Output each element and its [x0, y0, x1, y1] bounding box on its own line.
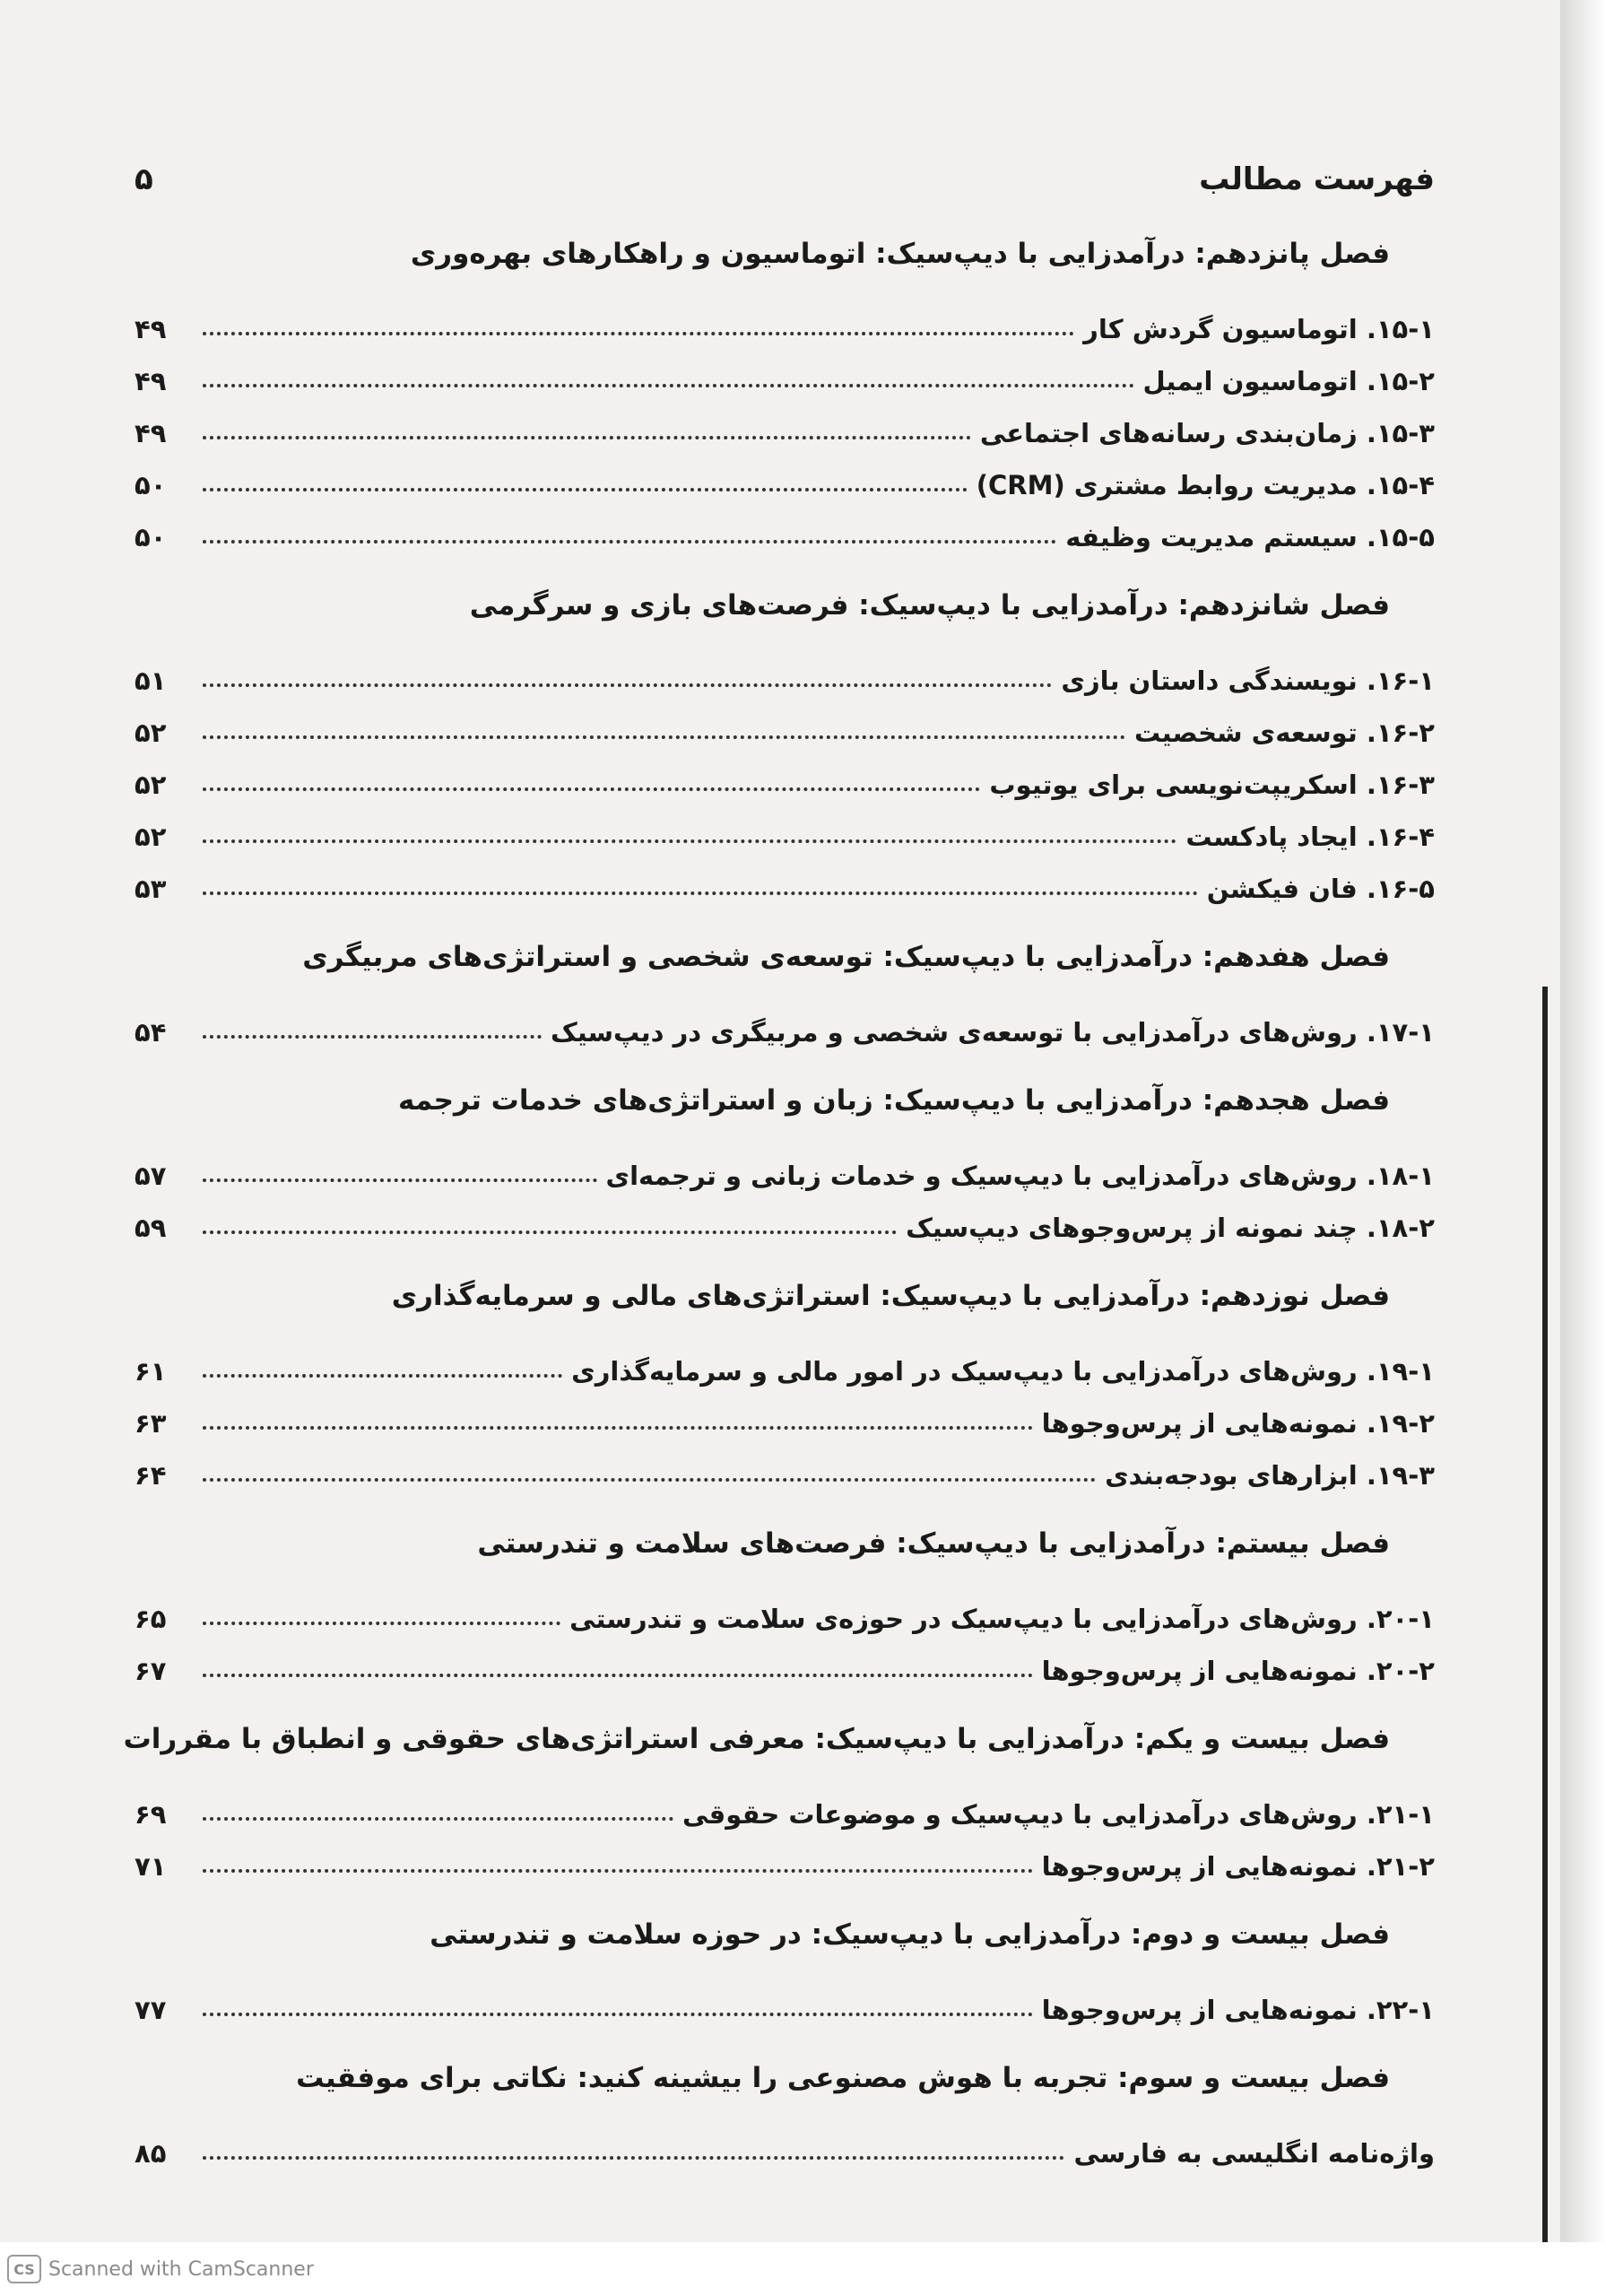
toc-entry-title: ۱۵-۲. اتوماسیون ایمیل: [1142, 366, 1435, 396]
dot-leader: [203, 1478, 1096, 1482]
dot-leader: [203, 735, 1125, 739]
toc-entry: [135, 996, 1435, 1048]
toc-entry-page: ۶۹: [135, 1799, 167, 1830]
dot-leader: [203, 332, 1074, 335]
table-of-contents: [123, 161, 1435, 2169]
page-title: فهرست مطالب: [1199, 161, 1435, 197]
toc-entry-title: ۲۲-۱. نمونه‌هایی از پرس‌وجوها: [1041, 1995, 1435, 2025]
dot-leader: [203, 2013, 1033, 2016]
toc-entry-title: ۱۹-۲. نمونه‌هایی از پرس‌وجوها: [1041, 1408, 1435, 1439]
toc-entry-title: ۲۱-۲. نمونه‌هایی از پرس‌وجوها: [1041, 1851, 1435, 1882]
chapter-heading: فصل پانزدهم: درآمدزایی با دیپ‌سیک: اتوماسیون و راهکارهای بهره‌وری: [410, 238, 1390, 270]
toc-entry-page: ۶۳: [135, 1408, 167, 1439]
toc-entry-title: ۱۶-۱. نویسندگی داستان بازی: [1061, 665, 1435, 696]
toc-entry-page: ۵۷: [135, 1161, 167, 1191]
toc-entry-page: ۵۲: [135, 822, 167, 852]
dot-leader: [203, 384, 1134, 387]
toc-entry-page: ۵۳: [135, 874, 167, 904]
dot-leader: [203, 488, 968, 491]
toc-entry: [135, 1191, 1435, 1243]
chapter-heading: فصل بیست و یکم: درآمدزایی با دیپ‌سیک: معرفی استراتژی‌های حقوقی و انطباق با مقررات: [123, 1723, 1390, 1755]
dot-leader: [203, 1374, 562, 1378]
dot-leader: [203, 1674, 1033, 1677]
page-number: ۵: [135, 161, 153, 197]
toc-entry-page: ۵۰: [135, 470, 167, 500]
camscanner-logo-icon: CS: [7, 2255, 41, 2283]
toc-entry-title: ۱۶-۴. ایجاد پادکست: [1185, 822, 1435, 852]
toc-entry: [135, 852, 1435, 904]
toc-entry-title: ۲۰-۱. روش‌های درآمدزایی با دیپ‌سیک در حوزه‌ی سلامت و تندرستی: [569, 1604, 1435, 1634]
chapter-heading: فصل بیستم: درآمدزایی با دیپ‌سیک: فرصت‌های سلامت و تندرستی: [477, 1527, 1390, 1560]
toc-entry-title: ۱۵-۴. مدیریت روابط مشتری (CRM): [976, 470, 1435, 500]
toc-entry-page: ۵۰: [135, 522, 167, 552]
toc-entry: [135, 644, 1435, 696]
toc-entry: [135, 1973, 1435, 2025]
toc-entry-page: ۶۴: [135, 1460, 167, 1491]
toc-entry: [135, 396, 1435, 448]
chapter-heading: فصل بیست و سوم: تجربه با هوش مصنوعی را بیشینه کنید: نکاتی برای موفقیت: [296, 2062, 1390, 2094]
toc-entry-page: ۴۹: [135, 418, 167, 448]
watermark-text: Scanned with CamScanner: [48, 2257, 314, 2281]
toc-entry-page: ۴۹: [135, 366, 167, 396]
toc-entry-page: ۶۵: [135, 1604, 167, 1634]
dot-leader: [203, 891, 1198, 895]
binder-edge: [1542, 987, 1548, 2242]
toc-entry-page: ۶۷: [135, 1656, 167, 1686]
toc-entry-title: ۱۹-۱. روش‌های درآمدزایی با دیپ‌سیک در امور مالی و سرمایه‌گذاری: [571, 1356, 1435, 1387]
dot-leader: [203, 1622, 560, 1625]
toc-entry: [135, 1439, 1435, 1491]
toc-entry-title: ۲۰-۲. نمونه‌هایی از پرس‌وجوها: [1041, 1656, 1435, 1686]
toc-entry: [135, 696, 1435, 748]
toc-entry: [135, 1387, 1435, 1439]
toc-entry-title: ۱۶-۲. توسعه‌ی شخصیت: [1133, 718, 1435, 748]
toc-entry-title: ۱۹-۳. ابزارهای بودجه‌بندی: [1105, 1460, 1435, 1491]
toc-entry-title: ۱۸-۲. چند نمونه از پرس‌وجوهای دیپ‌سیک: [906, 1213, 1435, 1243]
toc-entry-title: ۱۵-۱. اتوماسیون گردش کار: [1083, 314, 1435, 344]
scanner-watermark: [0, 2242, 1606, 2296]
toc-entry: [135, 344, 1435, 396]
dot-leader: [203, 839, 1176, 843]
toc-entry-page: ۸۵: [135, 2138, 167, 2169]
toc-entry-page: ۶۱: [135, 1356, 167, 1387]
toc-entry: [135, 1830, 1435, 1882]
toc-entry-page: ۷۱: [135, 1851, 167, 1882]
chapter-heading: فصل هجدهم: درآمدزایی با دیپ‌سیک: زبان و استراتژی‌های خدمات ترجمه: [398, 1084, 1390, 1117]
dot-leader: [203, 1231, 897, 1234]
toc-entry: [135, 1634, 1435, 1686]
chapter-list: [123, 215, 1435, 2169]
chapter-heading: فصل نوزدهم: درآمدزایی با دیپ‌سیک: استراتژی‌های مالی و سرمایه‌گذاری: [391, 1280, 1390, 1312]
dot-leader: [203, 436, 971, 439]
page-header: [135, 161, 1435, 215]
toc-entry: [135, 1778, 1435, 1830]
toc-entry-title: ۲۱-۱. روش‌های درآمدزایی با دیپ‌سیک و موضوعات حقوقی: [681, 1799, 1435, 1830]
toc-entry-page: ۵۲: [135, 770, 167, 800]
dot-leader: [203, 1817, 673, 1821]
toc-entry: [135, 1139, 1435, 1191]
toc-entry-title: واژه‌نامه انگلیسی به فارسی: [1073, 2138, 1435, 2169]
toc-entry: [135, 500, 1435, 552]
chapter-heading: فصل بیست و دوم: درآمدزایی با دیپ‌سیک: در حوزه سلامت و تندرستی: [430, 1918, 1390, 1951]
dot-leader: [203, 2156, 1064, 2160]
toc-entry: [135, 292, 1435, 344]
toc-entry-page: ۷۷: [135, 1995, 167, 2025]
toc-entry-title: ۱۷-۱. روش‌های درآمدزایی با توسعه‌ی شخصی و مربیگری در دیپ‌سیک: [551, 1017, 1435, 1048]
toc-entry-title: ۱۶-۵. فان فیکشن: [1206, 874, 1435, 904]
chapter-heading: فصل هفدهم: درآمدزایی با دیپ‌سیک: توسعه‌ی شخصی و استراتژی‌های مربیگری: [302, 941, 1390, 973]
toc-entry: [135, 2117, 1435, 2169]
dot-leader: [203, 1869, 1033, 1873]
toc-entry-title: ۱۵-۳. زمان‌بندی رسانه‌های اجتماعی: [979, 418, 1435, 448]
page-edge: [1560, 0, 1606, 2296]
toc-entry: [135, 448, 1435, 500]
toc-entry-title: ۱۸-۱. روش‌های درآمدزایی با دیپ‌سیک و خدمات زبانی و ترجمه‌ای: [605, 1161, 1435, 1191]
toc-entry-page: ۵۱: [135, 665, 167, 696]
toc-entry-title: ۱۵-۵. سیستم مدیریت وظیفه: [1065, 522, 1435, 552]
dot-leader: [203, 787, 980, 791]
toc-entry-title: ۱۶-۳. اسکریپت‌نویسی برای یوتیوب: [989, 770, 1435, 800]
dot-leader: [203, 1426, 1033, 1430]
dot-leader: [203, 1178, 597, 1182]
toc-entry-page: ۵۹: [135, 1213, 167, 1243]
dot-leader: [203, 1035, 542, 1039]
dot-leader: [203, 683, 1052, 687]
toc-entry: [135, 1335, 1435, 1387]
toc-entry: [135, 800, 1435, 852]
dot-leader: [203, 540, 1056, 544]
toc-entry-page: ۵۴: [135, 1017, 167, 1048]
toc-entry: [135, 748, 1435, 800]
chapter-heading: فصل شانزدهم: درآمدزایی با دیپ‌سیک: فرصت‌های بازی و سرگرمی: [469, 589, 1390, 622]
toc-entry: [135, 1582, 1435, 1634]
toc-entry-page: ۵۲: [135, 718, 167, 748]
toc-entry-page: ۴۹: [135, 314, 167, 344]
